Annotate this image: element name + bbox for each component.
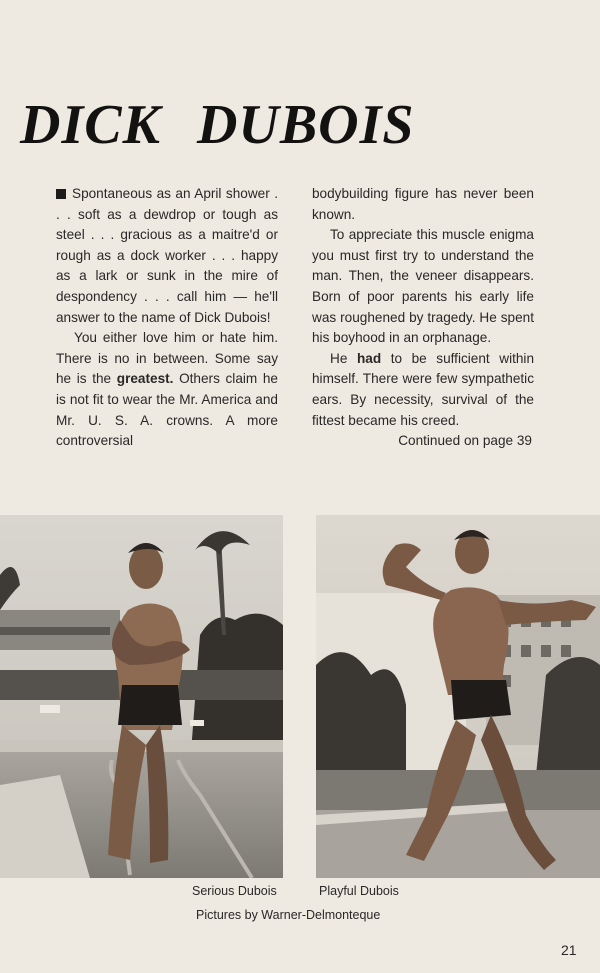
photo-serious-dubois (0, 515, 283, 878)
photo-serious-illustration (0, 515, 283, 878)
title-first-name: DICK (20, 94, 161, 156)
right-text-column (312, 184, 534, 452)
caption-left-photo: Serious Dubois (192, 884, 277, 898)
photo-credit: Pictures by Warner-Delmonteque (196, 908, 381, 922)
right-paragraph-3: He had to be sufficient within himself. There were few sympathetic ears. By necessity, survival of the fittest became his creed. (312, 350, 535, 428)
page-number: 21 (561, 942, 577, 958)
article-title (20, 92, 415, 158)
left-text-column (56, 184, 278, 452)
photo-playful-illustration (316, 515, 600, 878)
continued-note: Continued on page 39 (398, 433, 532, 449)
left-paragraph-1: Spontaneous as an April shower . . . soft as a dewdrop or tough as steel . . . gracious as a maitre'd or rough as a dock worker . . . happy as a lark or sunk in the mire of despondency . . . call him — he'll answer to the name of Dick Dubois! (56, 186, 278, 325)
bullet-square-icon (56, 189, 66, 199)
caption-right-photo: Playful Dubois (319, 884, 399, 898)
left-paragraph-2: You either love him or hate him. There is no in between. Some say he is the greatest. Others claim he is not fit to wear the Mr. America and Mr. U. S. A. crowns. A more controversial (56, 330, 278, 449)
photo-playful-dubois (316, 515, 600, 878)
right-paragraph-1: bodybuilding figure has never been known. (312, 186, 534, 222)
title-last-name: DUBOIS (196, 94, 415, 156)
right-paragraph-2: To appreciate this muscle enigma you must first try to understand the man. Then, the veneer disappears. Born of poor parents his early life was roughened by tragedy. He spent his boyhood in an orphanage. (312, 227, 534, 346)
